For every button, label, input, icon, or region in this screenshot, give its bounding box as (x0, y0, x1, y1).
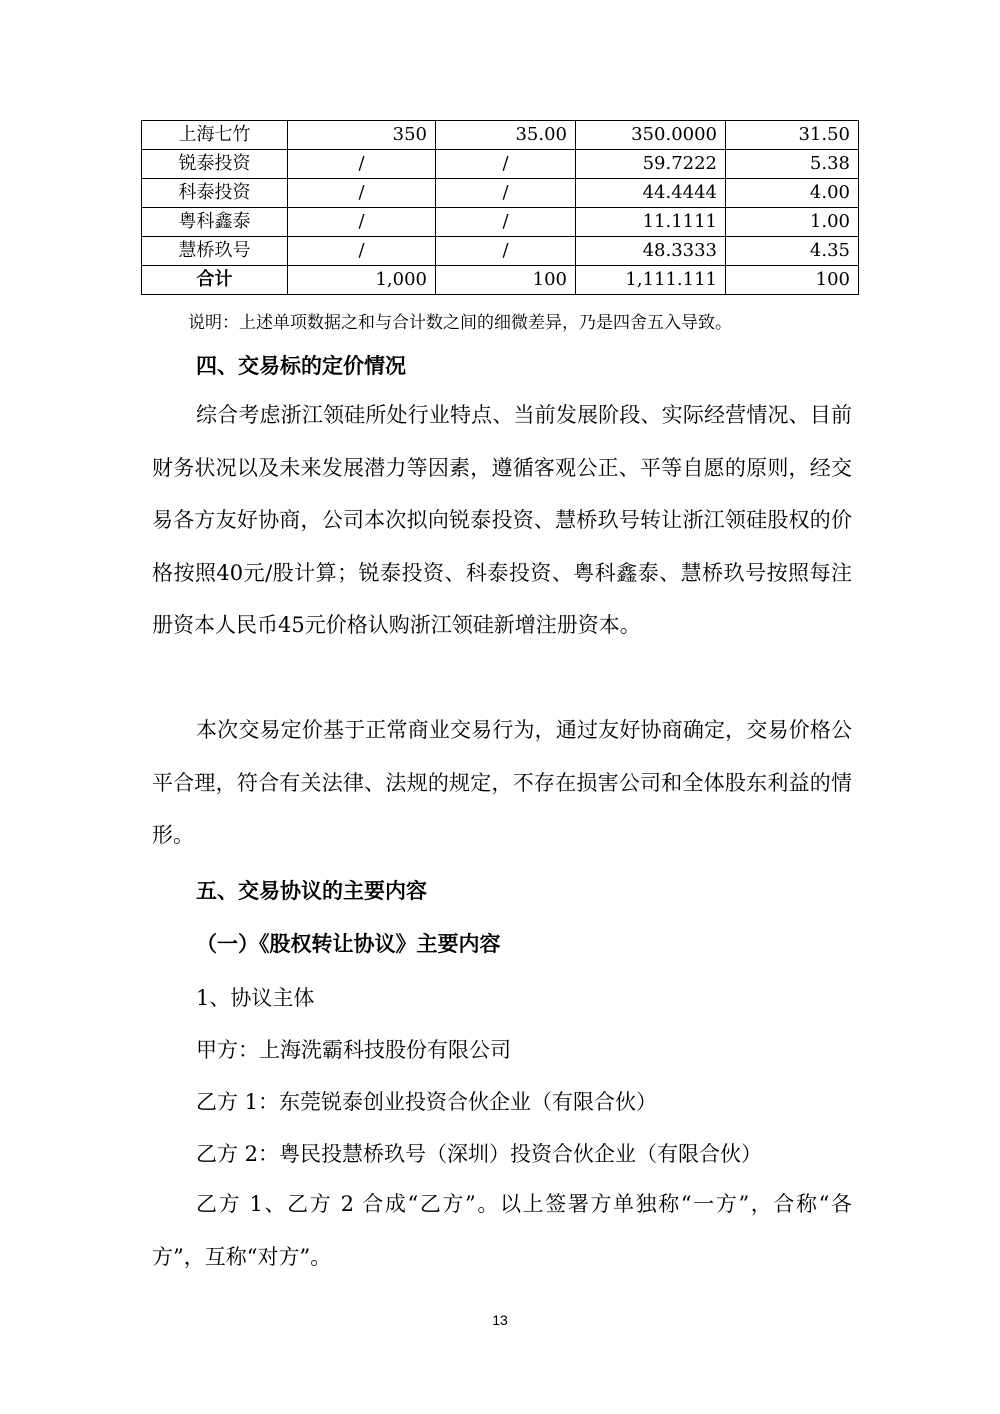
table-cell-name: 粤科鑫泰 (142, 208, 288, 237)
table-cell: 31.50 (726, 121, 859, 150)
party-b2: 乙方 2：粤民投慧桥玖号（深圳）投资合伙企业（有限合伙） (196, 1142, 763, 1166)
table-cell: 350.0000 (576, 121, 726, 150)
shareholding-table (141, 120, 859, 295)
table-row (142, 150, 859, 179)
party-a: 甲方：上海洗霸科技股份有限公司 (196, 1038, 511, 1062)
table-cell: / (436, 150, 576, 179)
table-cell: / (288, 237, 436, 266)
table-cell: 35.00 (436, 121, 576, 150)
party-b1: 乙方 1：东莞锐泰创业投资合伙企业（有限合伙） (196, 1090, 658, 1114)
list-item: 1、协议主体 (196, 986, 315, 1010)
table-cell: / (436, 237, 576, 266)
table-cell-name: 上海七竹 (142, 121, 288, 150)
paragraph: 综合考虑浙江领硅所处行业特点、当前发展阶段、实际经营情况、目前财务状况以及未来发展潜力等因素，遵循客观公正、平等自愿的原则，经交易各方友好协商，公司本次拟向锐泰投资、慧桥玖号转让浙江领硅股权的价格按照40元/股计算；锐泰投资、科泰投资、粤科鑫泰、慧桥玖号按照每注册资本人民币45元价格认购浙江领硅新增注册资本。 (152, 403, 852, 637)
table-total-row (142, 266, 859, 295)
table-cell: 1,111.111 (576, 266, 726, 295)
table-cell-name: 锐泰投资 (142, 150, 288, 179)
table-cell: 48.3333 (576, 237, 726, 266)
table-cell-name: 慧桥玖号 (142, 237, 288, 266)
table-cell: 1.00 (726, 208, 859, 237)
table-cell-name: 科泰投资 (142, 179, 288, 208)
page-number: 13 (492, 1312, 508, 1328)
table-cell: 44.4444 (576, 179, 726, 208)
table-cell: 5.38 (726, 150, 859, 179)
table-total-label: 合计 (142, 266, 288, 295)
table-row (142, 208, 859, 237)
paragraph: 本次交易定价基于正常商业交易行为，通过友好协商确定，交易价格公平合理，符合有关法律、法规的规定，不存在损害公司和全体股东利益的情形。 (152, 718, 852, 847)
table-cell: 100 (726, 266, 859, 295)
table-cell: 350 (288, 121, 436, 150)
table-cell: / (288, 208, 436, 237)
table-cell: / (436, 179, 576, 208)
table-row (142, 179, 859, 208)
table-cell: 4.00 (726, 179, 859, 208)
paragraph: 乙方 1、乙方 2 合成“乙方”。以上签署方单独称“一方”，合称“各方”，互称“对方”。 (152, 1192, 852, 1269)
table-cell: 11.1111 (576, 208, 726, 237)
section-heading: 五、交易协议的主要内容 (196, 878, 427, 903)
table-row (142, 237, 859, 266)
table-cell: 100 (436, 266, 576, 295)
sub-heading: （一）《股权转让协议》主要内容 (196, 931, 501, 956)
table-cell: 59.7222 (576, 150, 726, 179)
section-heading: 四、交易标的定价情况 (196, 353, 406, 378)
table-cell: / (288, 150, 436, 179)
table-cell: 1,000 (288, 266, 436, 295)
table-note: 说明：上述单项数据之和与合计数之间的细微差异，乃是四舍五入导致。 (188, 313, 732, 333)
table-cell: / (288, 179, 436, 208)
table-row (142, 121, 859, 150)
table-cell: / (436, 208, 576, 237)
table-cell: 4.35 (726, 237, 859, 266)
